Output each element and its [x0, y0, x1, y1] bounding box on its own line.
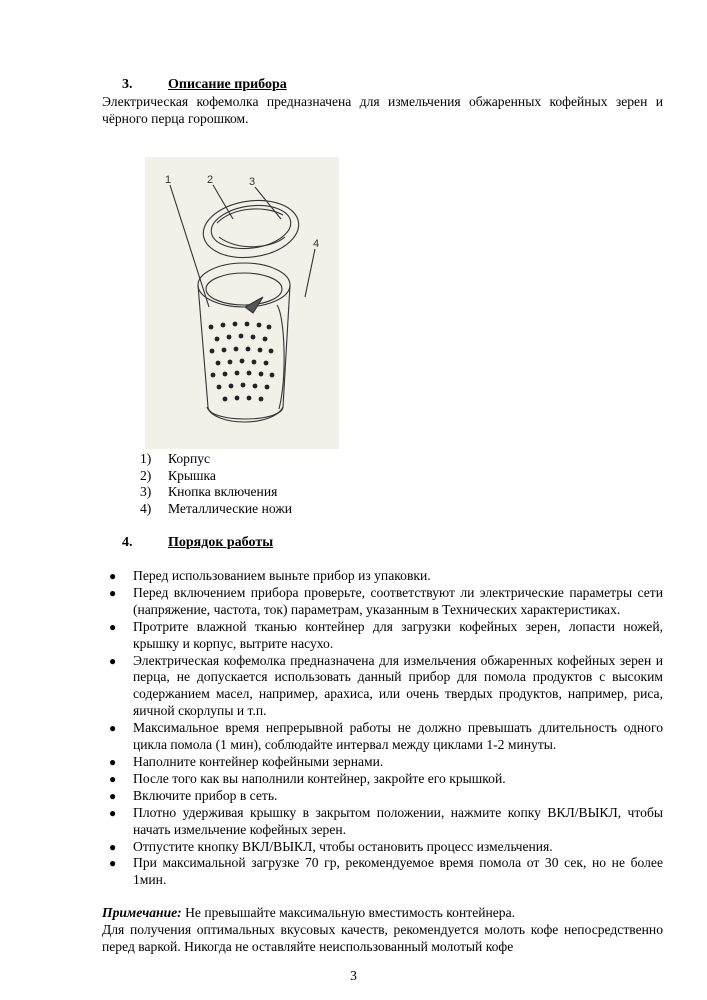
parts-item-label: Металлические ножи — [168, 500, 292, 516]
parts-item-label: Крышка — [168, 467, 216, 483]
callout-2-number: 2 — [207, 174, 214, 186]
instruction-text: Наполните контейнер кофейными зернами. — [133, 753, 384, 769]
coffee-grinder-figure — [145, 157, 339, 449]
parts-list-item — [140, 501, 292, 518]
instruction-text: Плотно удерживая крышку в закрытом положении, нажмите копку ВКЛ/ВЫКЛ, чтобы начать измельчение кофейных зерен. — [133, 804, 663, 837]
bullet-icon: ● — [109, 856, 117, 871]
instruction-item — [102, 805, 663, 839]
instruction-item — [102, 619, 663, 653]
body-perforation — [209, 322, 275, 402]
note-label: Примечание: — [102, 905, 182, 920]
instruction-item — [102, 754, 663, 771]
coffee-grinder-drawing — [145, 157, 339, 449]
parts-list-item — [140, 468, 292, 485]
callout-4-leader — [305, 249, 315, 297]
instruction-item — [102, 839, 663, 856]
instruction-text: Отпустите кнопку ВКЛ/ВЫКЛ, чтобы остановить процесс измельчения. — [133, 838, 553, 854]
body-base-contour — [207, 407, 283, 422]
instruction-item — [102, 585, 663, 619]
parts-item-number: 1) — [140, 451, 152, 466]
instruction-item — [102, 771, 663, 788]
callout-1-number: 1 — [165, 174, 172, 186]
parts-list — [140, 451, 292, 517]
parts-list-item — [140, 484, 292, 501]
parts-item-label: Корпус — [168, 451, 211, 466]
body-side-panel — [277, 305, 284, 409]
instruction-item — [102, 568, 663, 585]
instruction-text: При максимальной загрузке 70 гр, рекомендуемое время помола от 30 сек, но не более 1мин. — [133, 855, 663, 888]
instruction-item — [102, 653, 663, 721]
bullet-icon: ● — [109, 839, 117, 854]
parts-list-item — [140, 451, 292, 468]
note-paragraph: Для получения оптимальных вкусовых качеств, рекомендуется молоть кофе непосредственно перед варкой. Никогда не оставляйте неиспользованный молотый кофе — [102, 921, 663, 954]
section-3-title: Описание прибора — [168, 77, 287, 92]
instruction-text: После того как вы наполнили контейнер, закройте его крышкой. — [133, 770, 506, 786]
instruction-text: Перед включением прибора проверьте, соответствуют ли электрические параметры сети (напряжение, частота, ток) параметрам, указанным в Технических характеристиках. — [133, 584, 663, 617]
section-3-intro: Электрическая кофемолка предназначена для измельчения обжаренных кофейных зерен и чёрного перца горошком. — [102, 94, 663, 126]
page-number: 3 — [350, 968, 357, 983]
callout-3-number: 3 — [249, 176, 256, 188]
lid-outline — [200, 195, 303, 264]
parts-item-number: 4) — [140, 500, 152, 516]
section-4-number: 4. — [122, 535, 133, 550]
instruction-item — [102, 788, 663, 805]
bullet-icon: ● — [109, 569, 117, 583]
note-text: Не превышайте максимальную вместимость контейнера. — [181, 905, 516, 920]
bullet-icon: ● — [109, 805, 117, 820]
bullet-icon: ● — [109, 754, 117, 769]
blade-shape — [245, 297, 263, 313]
bullet-icon: ● — [109, 788, 117, 803]
bullet-icon: ● — [109, 771, 117, 786]
note-block — [102, 905, 663, 955]
bullet-icon: ● — [109, 585, 117, 600]
parts-item-label: Кнопка включения — [168, 484, 278, 500]
bullet-icon: ● — [109, 619, 117, 634]
lid-button-contour — [217, 209, 283, 223]
bullet-icon: ● — [109, 653, 117, 668]
callout-1-leader — [170, 185, 209, 307]
body-top-rim — [198, 263, 290, 307]
instruction-item — [102, 720, 663, 754]
parts-item-number: 2) — [140, 467, 152, 483]
parts-item-number: 3) — [140, 484, 152, 500]
body-top-inner — [206, 273, 282, 305]
section-4-title: Порядок работы — [168, 535, 274, 550]
instruction-text: Протрите влажной тканью контейнер для загрузки кофейных зерен, лопасти ножей, крышку и корпус, вытрите насухо. — [133, 618, 663, 651]
instruction-item — [102, 855, 663, 889]
note-line — [102, 905, 663, 922]
instruction-text: Включите прибор в сеть. — [133, 787, 278, 803]
callout-4-number: 4 — [313, 238, 320, 250]
instruction-text: Максимальное время непрерывной работы не должно превышать длительность одного цикла помола (1 мин), соблюдайте интервал между циклами 1-2 минуты. — [133, 720, 663, 753]
bullet-icon: ● — [109, 721, 117, 736]
instructions-list — [102, 568, 663, 889]
section-3-number: 3. — [122, 77, 133, 92]
instruction-text: Электрическая кофемолка предназначена для измельчения обжаренных кофейных зерен и перца, не допускается использовать данный прибор для помола продуктов с высоким содержанием масел, например, арахиса, или очень твердых продуктов, например, риса, яичной скорлупы и т.п. — [133, 652, 663, 719]
instruction-text: Перед использованием выньте прибор из упаковки. — [133, 568, 431, 583]
